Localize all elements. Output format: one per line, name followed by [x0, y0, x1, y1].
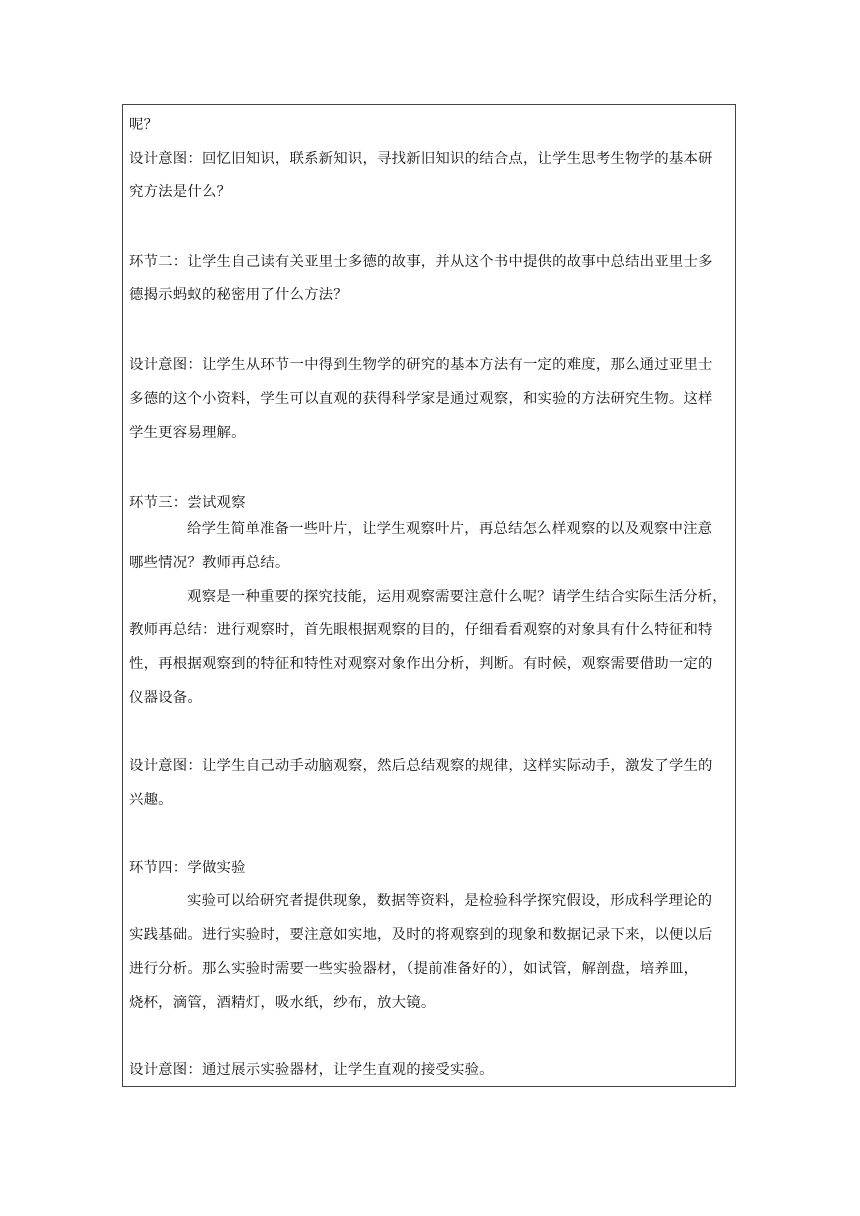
section-4-heading: 环节四：学做实验 — [129, 860, 246, 876]
section-2-line-1: 环节二：让学生自己读有关亚里士多德的故事，并从这个书中提供的故事中总结出亚里士多 — [129, 254, 713, 270]
section-3-para-1-line-2: 哪些情况？教师再总结。 — [129, 555, 290, 571]
design-intent-1-line-2: 究方法是什么？ — [129, 184, 232, 200]
section-4-para-line-4: 烧杯，滴管，酒精灯，吸水纸，纱布，放大镜。 — [129, 995, 436, 1011]
design-intent-1-line-1: 设计意图：回忆旧知识，联系新知识，寻找新旧知识的结合点，让学生思考生物学的基本研 — [129, 151, 713, 167]
design-intent-2-line-1: 设计意图：让学生从环节一中得到生物学的研究的基本方法有一定的难度，那么通过亚里士 — [129, 357, 713, 373]
text-line: 呢？ — [129, 117, 159, 133]
section-2-line-2: 德揭示蚂蚁的秘密用了什么方法？ — [129, 287, 348, 303]
section-4-para-line-1: 实验可以给研究者提供现象，数据等资料，是检验科学探究假设，形成科学理论的 — [187, 893, 713, 909]
design-intent-2-line-2: 多德的这个小资料，学生可以直观的获得科学家是通过观察，和实验的方法研究生物。这样 — [129, 391, 713, 407]
section-3-para-2-line-2: 教师再总结：进行观察时，首先眼根据观察的目的，仔细看看观察的对象具有什么特征和特 — [129, 622, 713, 638]
section-3-heading: 环节三：尝试观察 — [129, 495, 246, 511]
design-intent-2-line-3: 学生更容易理解。 — [129, 425, 246, 441]
section-4-para-line-2: 实践基础。进行实验时，要注意如实地，及时的将观察到的现象和数据记录下来，以便以后 — [129, 927, 713, 943]
design-intent-3-line-2: 兴趣。 — [129, 792, 173, 808]
section-4-para-line-3: 进行分析。那么实验时需要一些实验器材，（提前准备好的），如试管，解剖盘，培养皿， — [129, 961, 699, 977]
design-intent-4-line-1: 设计意图：通过展示实验器材，让学生直观的接受实验。 — [129, 1062, 494, 1078]
design-intent-3-line-1: 设计意图：让学生自己动手动脑观察，然后总结观察的规律，这样实际动手，激发了学生的 — [129, 758, 713, 774]
content-table-cell — [122, 104, 736, 1087]
section-3-para-2-line-3: 性，再根据观察到的特征和特性对观察对象作出分析，判断。有时候，观察需要借助一定的 — [129, 656, 713, 672]
section-3-para-1-line-1: 给学生简单准备一些叶片，让学生观察叶片，再总结怎么样观察的以及观察中注意 — [187, 521, 713, 537]
section-3-para-2-line-1: 观察是一种重要的探究技能，运用观察需要注意什么呢？请学生结合实际生活分析， — [187, 589, 727, 605]
section-3-para-2-line-4: 仪器设备。 — [129, 690, 202, 706]
